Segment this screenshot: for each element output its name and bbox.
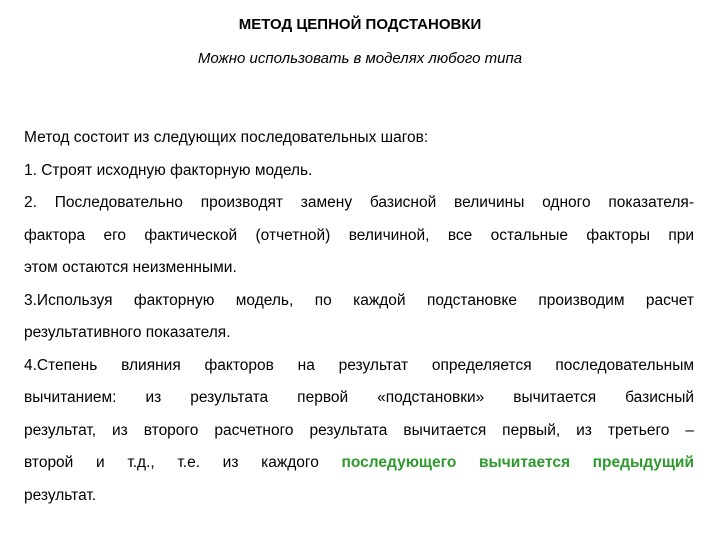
slide-title: МЕТОД ЦЕПНОЙ ПОДСТАНОВКИ: [238, 16, 482, 33]
step-4-line-5: результат.: [24, 486, 97, 504]
step-4-line-1: 4.Степень влияния факторов на результат определяется последовательным: [24, 356, 694, 374]
step-3-line-1: 3.Используя факторную модель, по каждой подстановке производим расчет: [24, 291, 694, 309]
step-3-line-2: результативного показателя.: [24, 324, 231, 341]
slide-subtitle: Можно использовать в моделях любого типа: [197, 50, 523, 67]
step-4-line-3: результат, из второго расчетного результата вычитается первый, из третьего –: [24, 421, 694, 439]
step-4-plain-text: второй и т.д., т.е. из каждого: [24, 454, 319, 471]
step-2-line-3: этом остаются неизменными.: [24, 259, 237, 276]
step-2-line-2: фактора его фактической (отчетной) величиной, все остальные факторы при: [24, 226, 694, 244]
highlighted-text: последующего вычитается предыдущий: [341, 454, 694, 471]
step-1-text: 1. Строят исходную факторную модель.: [24, 161, 313, 179]
slide-body: [24, 122, 694, 512]
step-2-line-1: 2. Последовательно производят замену базисной величины одного показателя-: [24, 194, 694, 211]
step-4-line-4: [24, 447, 694, 480]
step-4-line-2: вычитанием: из результата первой «подстановки» вычитается базисный: [24, 389, 694, 406]
intro-text: Метод состоит из следующих последовательных шагов:: [24, 129, 429, 146]
